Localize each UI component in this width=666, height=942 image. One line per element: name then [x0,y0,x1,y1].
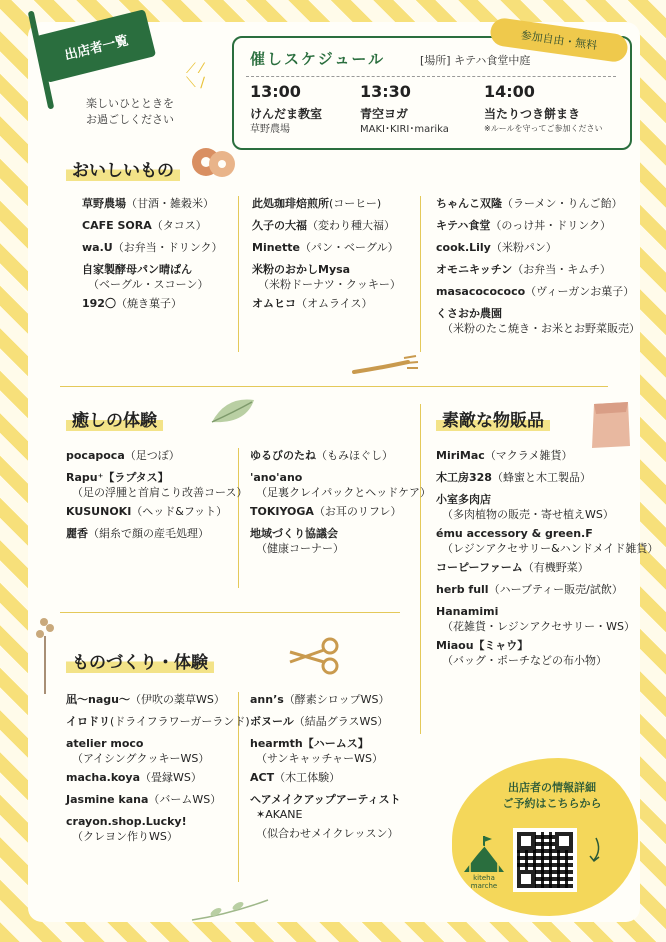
vendor-item [436,196,622,211]
vendor-name: crayon.shop.Lucky! [66,815,187,828]
info-text [482,780,622,812]
vendor-desc: （マクラメ雑貨） [484,449,573,462]
vendor-name: pocapoca [66,449,125,462]
vendor-subdesc: （健康コーナー） [256,542,344,555]
vendor-desc: （畳縁WS） [140,771,202,784]
vendor-desc: （お耳のリフレ） [313,505,402,518]
vendor-desc: （結晶グラスWS） [293,715,389,728]
vendor-name: オムヒコ [252,297,296,310]
flag-title: 出店者一覧 [36,9,156,83]
vendor-item [436,448,572,463]
scissors-icon [286,636,342,676]
schedule-event [360,82,478,135]
vendor-name: macha.koya [66,771,141,784]
vendor-item [436,306,640,336]
vendor-item [66,792,221,807]
vendor-subdesc: （足の浮腫と首肩こり改善コース） [72,486,248,499]
vendor-item [66,736,209,766]
vendor-name: オモニキッチン [436,263,513,276]
vendor-item [66,770,202,785]
vendor-desc: （蜂蜜と木工製品） [491,471,591,484]
vendor-item [250,770,340,785]
qr-corner [517,870,535,888]
vendor-name: herb full [436,583,489,596]
event-note: ※ルールを守ってご参加ください [484,124,603,133]
vendor-desc: （オムライス） [296,297,373,310]
column-divider [420,404,421,734]
vendor-item [436,638,607,668]
vendor-name: masacocococo [436,285,526,298]
vendor-name: 192〇 [82,297,116,310]
qr-corner [555,832,573,850]
vendor-desc: (コーヒー) [329,197,382,210]
event-time: 13:30 [360,82,411,101]
vendor-item [250,526,344,556]
brand-line-1: kiteha [473,874,495,882]
vendor-name: Hanamimi [436,605,499,618]
vendor-desc: (ドライフラワーガーランド) [110,715,250,728]
vendor-item [252,262,401,292]
vendor-item [436,218,611,233]
vendor-item [82,196,214,211]
arrow-icon [586,836,606,866]
vendor-name: ちゃんこ双隆 [436,197,502,210]
vendor-name: くさおか農園 [436,307,502,320]
vendor-desc: （ヘッド&フット） [131,505,228,518]
vendor-subdesc: （レジンアクセサリー&ハンドメイド雑貨） [442,542,659,555]
vendor-item [66,504,227,519]
vendor-desc: （足つぼ） [124,449,180,462]
brand-name [460,874,508,890]
vendor-subdesc: （ベーグル・スコーン） [88,278,209,291]
vendor-name: 米粉のおかしMysa [252,263,351,276]
vendor-item [436,560,589,575]
vendor-name: コーピーファーム [436,561,523,574]
vendor-name: TOKIYOGA [250,505,314,518]
vendor-desc: （酵素シロップWS） [283,693,390,706]
vendor-desc: （焼き菓子） [115,297,182,310]
vendor-item [66,526,209,541]
vendor-subdesc: （米粉ドーナツ・クッキー） [258,278,401,291]
vendor-item [436,526,658,556]
vendor-desc: （米粉パン） [490,241,557,254]
vendor-name: 草野農場 [82,197,126,210]
vendor-item [436,582,623,597]
vendor-item [82,296,182,311]
vendor-subdesc: （バッグ・ポーチなどの布小物） [442,654,607,667]
schedule-title: 催しスケジュール [250,50,386,68]
vendor-subdesc: （花雑貨・レジンアクセサリー・WS） [442,620,635,633]
vendor-item [250,470,431,500]
vendor-item [252,296,373,311]
vendor-subdesc: （サンキャッチャーWS） [256,752,383,765]
vendor-name: wa.U [82,241,113,254]
vendor-name: 久子の大福 [252,219,307,232]
vendor-item [250,692,389,707]
vendor-name: 自家製酵母パン晴ぱん [82,263,192,276]
vendor-item [436,240,557,255]
vendor-item [250,736,383,766]
vendor-name: 地域づくり協議会 [250,527,338,540]
vendor-name: ヘアメイクアップアーティスト [250,793,401,806]
event-name: 当たりつき餅まき [484,107,581,121]
vendor-item [250,792,401,822]
vendor-item [252,240,399,255]
vendor-desc: （木工体験） [274,771,341,784]
vendor-item [250,448,393,463]
vendor-item [82,218,207,233]
vendor-desc: （もみほぐし） [316,449,393,462]
vendor-item [252,218,395,233]
vendor-subdesc: （クレヨン作りWS） [72,830,178,843]
vendor-item [250,504,402,519]
vendor-name: 凪〜nagu〜 [66,693,130,706]
vendor-name: KUSUNOKI [66,505,132,518]
vendor-subdesc: ✶AKANE [256,808,303,821]
vendor-item [66,814,187,844]
event-time: 13:00 [250,82,301,101]
tagline-line-1: 楽しいひとときを [86,97,174,110]
vendor-name: 小室多肉店 [436,493,491,506]
column-divider [238,448,239,588]
vendor-item [252,196,381,211]
vendor-desc: （のっけ丼・ドリンク） [490,219,612,232]
vendor-subdesc: （多肉植物の販売・寄せ植えWS） [442,508,614,521]
vendor-name: Miaou【ミャウ】 [436,639,529,652]
vendor-subdesc: （アイシングクッキーWS） [72,752,210,765]
vendor-item [82,262,208,292]
event-time: 14:00 [484,82,535,101]
section-title-healing: 癒しの体験 [66,406,163,431]
vendor-desc: （ヴィーガンお菓子） [525,285,635,298]
schedule-divider [246,76,616,77]
vendor-desc: （ハーブティー販売/試飲） [488,583,623,596]
vendor-subdesc: （似合わせメイクレッスン） [256,827,399,840]
event-host: 草野農場 [250,124,290,135]
vendor-item [66,714,250,729]
vendor-name: 麗香 [66,527,88,540]
info-line-1: 出店者の情報詳細 [508,781,596,794]
vendor-desc: （バームWS） [148,793,222,806]
vendor-name: ACT [250,771,275,784]
section-title-goods: 素敵な物販品 [436,406,550,431]
schedule-event [250,82,368,135]
vendor-item [436,262,611,277]
event-host: MAKI･KIRI･marika [360,124,449,135]
section-title-craft: ものづくり・体験 [66,648,214,673]
donut-icon [190,142,238,182]
vendor-name: CAFE SORA [82,219,152,232]
vendor-name: Rapu⁺【ラプタス】 [66,471,169,484]
vendor-name: 此処珈琲焙煎所 [252,197,329,210]
vendor-desc: （ラーメン・りんご飴） [502,197,623,210]
vendor-name: ann’s [250,693,284,706]
vendor-item [250,826,398,841]
vendor-name: 木工房328 [436,471,492,484]
vendor-item [66,470,247,500]
vendor-item [436,604,635,634]
vendor-desc: （有機野菜） [522,561,589,574]
branch-icon [190,896,270,926]
vendor-name: Minette [252,241,300,254]
vendor-name: hearmth【ハームス】 [250,737,369,750]
vendor-desc: （お弁当・ドリンク） [112,241,223,254]
vendor-desc: （変わり種大福） [307,219,395,232]
schedule-venue: [場所] キテハ食堂中庭 [420,54,531,67]
fork-icon [350,354,420,380]
vendor-item [82,240,222,255]
vendor-name: キテハ食堂 [436,219,491,232]
vendor-desc: （甘酒・雑穀米） [126,197,214,210]
vendor-name: ému accessory & green.F [436,527,593,540]
tagline-line-2: お過ごしください [86,113,174,126]
vendor-item [436,470,591,485]
vendor-name: 'ano'ano [250,471,303,484]
section-divider [60,612,400,613]
vendor-desc: （お弁当・キムチ） [512,263,611,276]
vendor-name: ゆるびのたね [250,449,316,462]
qr-corner [517,832,535,850]
leaf-icon [206,392,262,432]
column-divider [420,196,421,352]
event-name: けんだま教室 [250,107,323,121]
vendor-item [436,492,614,522]
vendor-item [66,692,225,707]
column-divider [238,196,239,352]
tagline [86,96,174,128]
event-name: 青空ヨガ [360,107,409,121]
info-line-2: ご予約はこちらから [502,797,602,810]
vendor-desc: （絹糸で顔の産毛処理） [88,527,209,540]
free-badge: 参加自由・無料 [489,17,630,64]
vendor-name: atelier moco [66,737,144,750]
vendor-desc: （伊吹の薬草WS） [129,693,225,706]
vendor-name: cook.Lily [436,241,491,254]
vendor-name: イロドリ [66,715,110,728]
vendor-name: MiriMac [436,449,485,462]
dried-flower-icon [30,616,60,696]
section-title-food: おいしいもの [66,156,180,181]
vendor-item [436,284,634,299]
vendor-name: Jasmine kana [66,793,149,806]
schedule-event [484,82,624,133]
section-divider [60,386,608,387]
vendor-desc: （タコス） [151,219,207,232]
vendor-subdesc: （足裏クレイパックとヘッドケア） [256,486,432,499]
vendor-subdesc: （米粉のたこ焼き・お米とお野菜販売） [442,322,640,335]
sparkle-icon: ⟋ ⁄ ⟍ ∕ [186,61,205,91]
vendor-item [66,448,180,463]
vendor-name: ボヌール [250,715,294,728]
vendor-desc: （パン・ベーグル） [300,241,399,254]
vendor-item [250,714,388,729]
brand-line-2: marche [470,882,498,890]
paper-bag-icon [588,394,634,450]
